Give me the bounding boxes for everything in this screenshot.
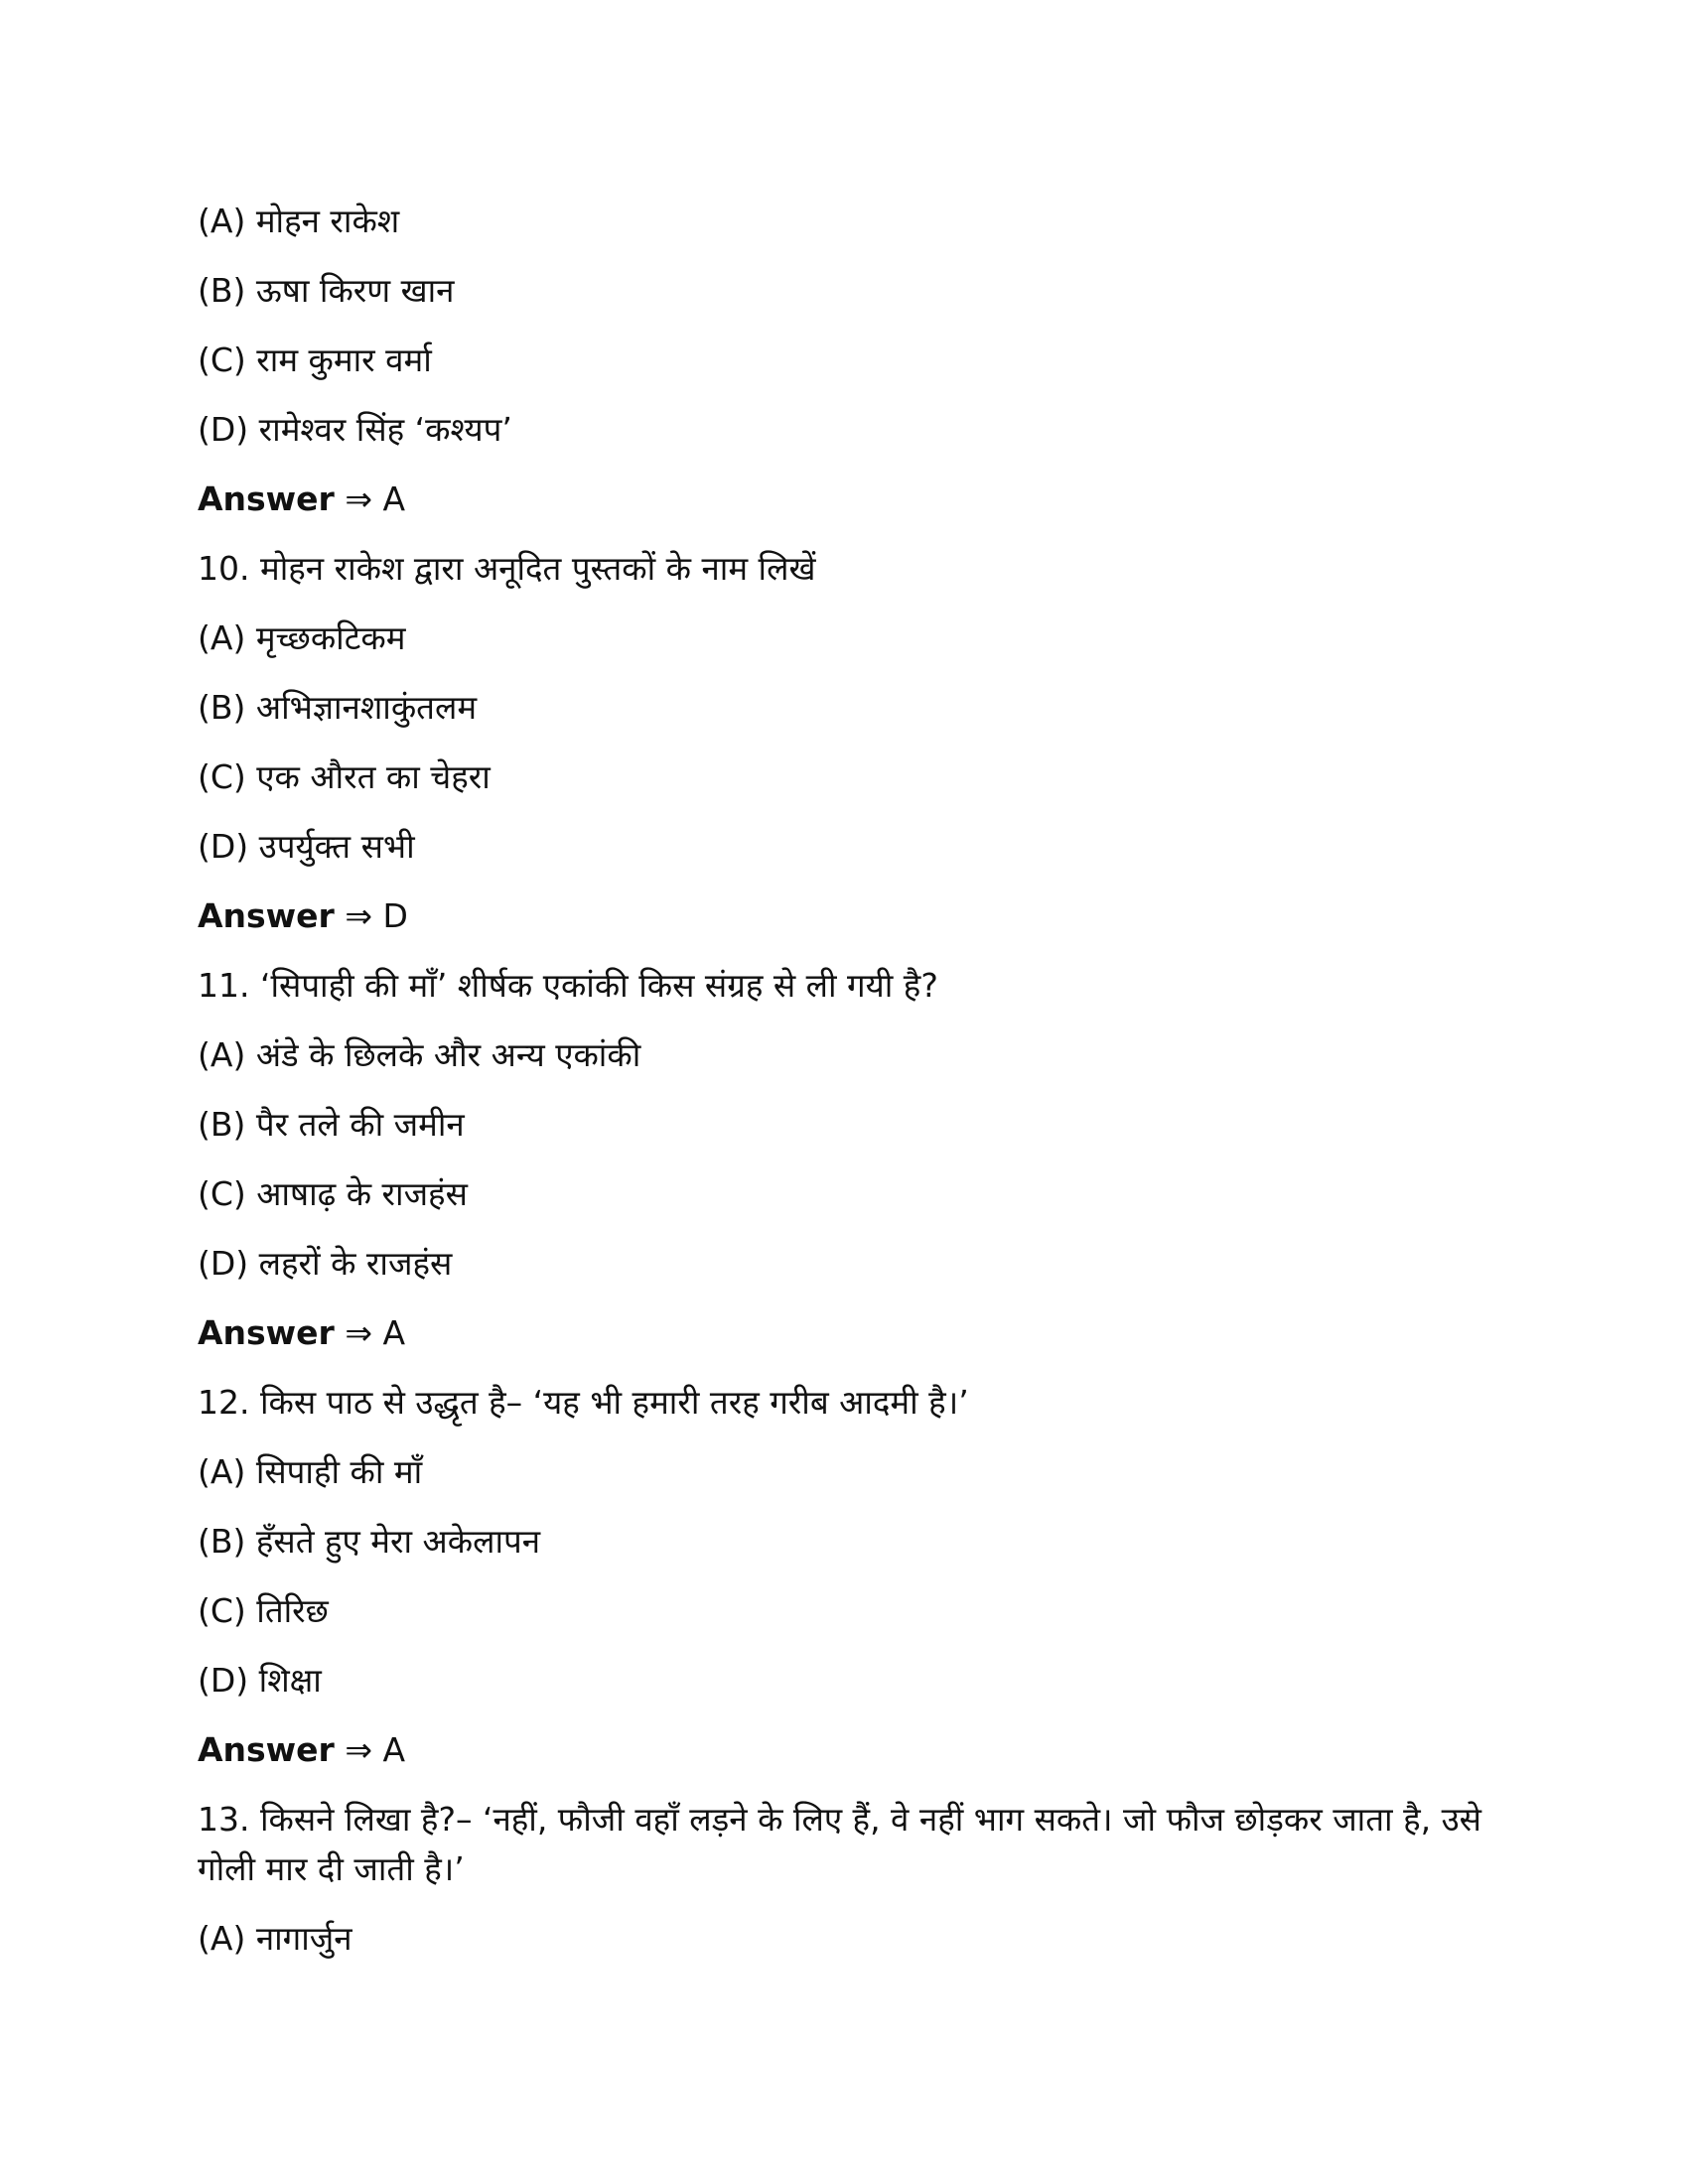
answer-value: ⇒ A [345,479,406,518]
answer-value: ⇒ A [345,1313,406,1352]
answer-label: Answer [198,1730,335,1769]
option-q10-a: (A) मृच्छकटिकम [198,618,406,657]
document-page [198,197,1508,1983]
answer-label: Answer [198,1313,335,1352]
option-q11-b: (B) पैर तले की जमीन [198,1105,465,1144]
answer-label: Answer [198,479,335,518]
answer-label: Answer [198,896,335,935]
question-12: 12. किस पाठ से उद्धृत है– ‘यह भी हमारी तरह गरीब आदमी है।’ [198,1383,969,1422]
option-q10-d: (D) उपर्युक्त सभी [198,827,415,866]
answer-q12 [198,1725,1508,1775]
answer-q9 [198,475,1508,524]
option-q9-a: (A) मोहन राकेश [198,202,400,240]
option-q9-c: (C) राम कुमार वर्मा [198,341,432,379]
option-q12-c: (C) तिरिछ [198,1591,329,1630]
answer-value: ⇒ D [345,896,408,935]
option-q12-a: (A) सिपाही की माँ [198,1452,423,1491]
option-q11-c: (C) आषाढ़ के राजहंस [198,1174,468,1213]
question-11: 11. ‘सिपाही की माँ’ शीर्षक एकांकी किस संग्रह से ली गयी है? [198,966,938,1005]
answer-q10 [198,891,1508,941]
option-q10-b: (B) अभिज्ञानशाकुंतलम [198,688,478,727]
option-q11-a: (A) अंडे के छिलके और अन्य एकांकी [198,1035,641,1074]
question-13: 13. किसने लिखा है?– ‘नहीं, फौजी वहाँ लड़ने के लिए हैं, वे नहीं भाग सकते। जो फौज छोड़कर जाता है, उसे गोली मार दी जाती है।’ [198,1800,1481,1888]
option-q11-d: (D) लहरों के राजहंस [198,1244,453,1283]
option-q9-d: (D) रामेश्वर सिंह ‘कश्यप’ [198,410,512,449]
option-q12-b: (B) हँसते हुए मेरा अकेलापन [198,1522,541,1561]
option-q12-d: (D) शिक्षा [198,1661,322,1700]
option-q9-b: (B) ऊषा किरण खान [198,271,455,310]
answer-q11 [198,1308,1508,1358]
option-q10-c: (C) एक औरत का चेहरा [198,757,491,796]
option-q13-a: (A) नागार्जुन [198,1919,352,1958]
question-10: 10. मोहन राकेश द्वारा अनूदित पुस्तकों के नाम लिखें [198,549,816,588]
answer-value: ⇒ A [345,1730,406,1769]
